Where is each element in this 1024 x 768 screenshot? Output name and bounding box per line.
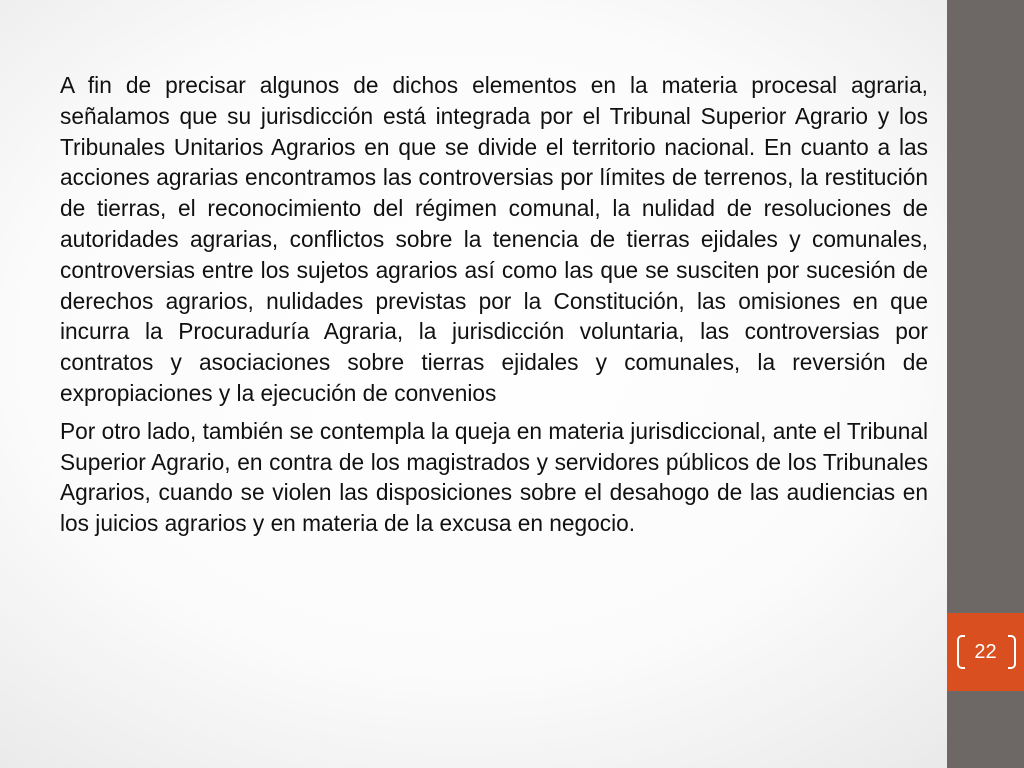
- paragraph-1: A fin de precisar algunos de dichos elementos en la materia procesal agraria, señalamos que su jurisdicción está integrada por el Tribunal Superior Agrario y los Tribunales Unitarios Agrarios en que se divide el territorio nacional. En cuanto a las acciones agrarias encontramos las controversias por límites de terrenos, la restitución de tierras, el reconocimiento del régimen comunal, la nulidad de resoluciones de autoridades agrarias, conflictos sobre la tenencia de tierras ejidales y comunales, controversias entre los sujetos agrarios así como las que se susciten por sucesión de derechos agrarios, nulidades previstas por la Constitución, las omisiones en que incurra la Procuraduría Agraria, la jurisdicción voluntaria, las controversias por contratos y asociaciones sobre tierras ejidales y comunales, la reversión de expropiaciones y la ejecución de convenios: [60, 72, 928, 406]
- right-bracket-icon: [1008, 635, 1016, 669]
- page-number-badge: [947, 613, 1024, 691]
- paragraph-2: Por otro lado, también se contempla la queja en materia jurisdiccional, ante el Tribunal Superior Agrario, en contra de los magistrados y servidores públicos de los Tribunales Agrarios, cuando se violen las disposiciones sobre el desahogo de las audiencias en los juicios agrarios y en materia de la excusa en negocio.: [60, 417, 928, 537]
- slide-body: [60, 70, 928, 546]
- page-number: 22: [974, 641, 997, 663]
